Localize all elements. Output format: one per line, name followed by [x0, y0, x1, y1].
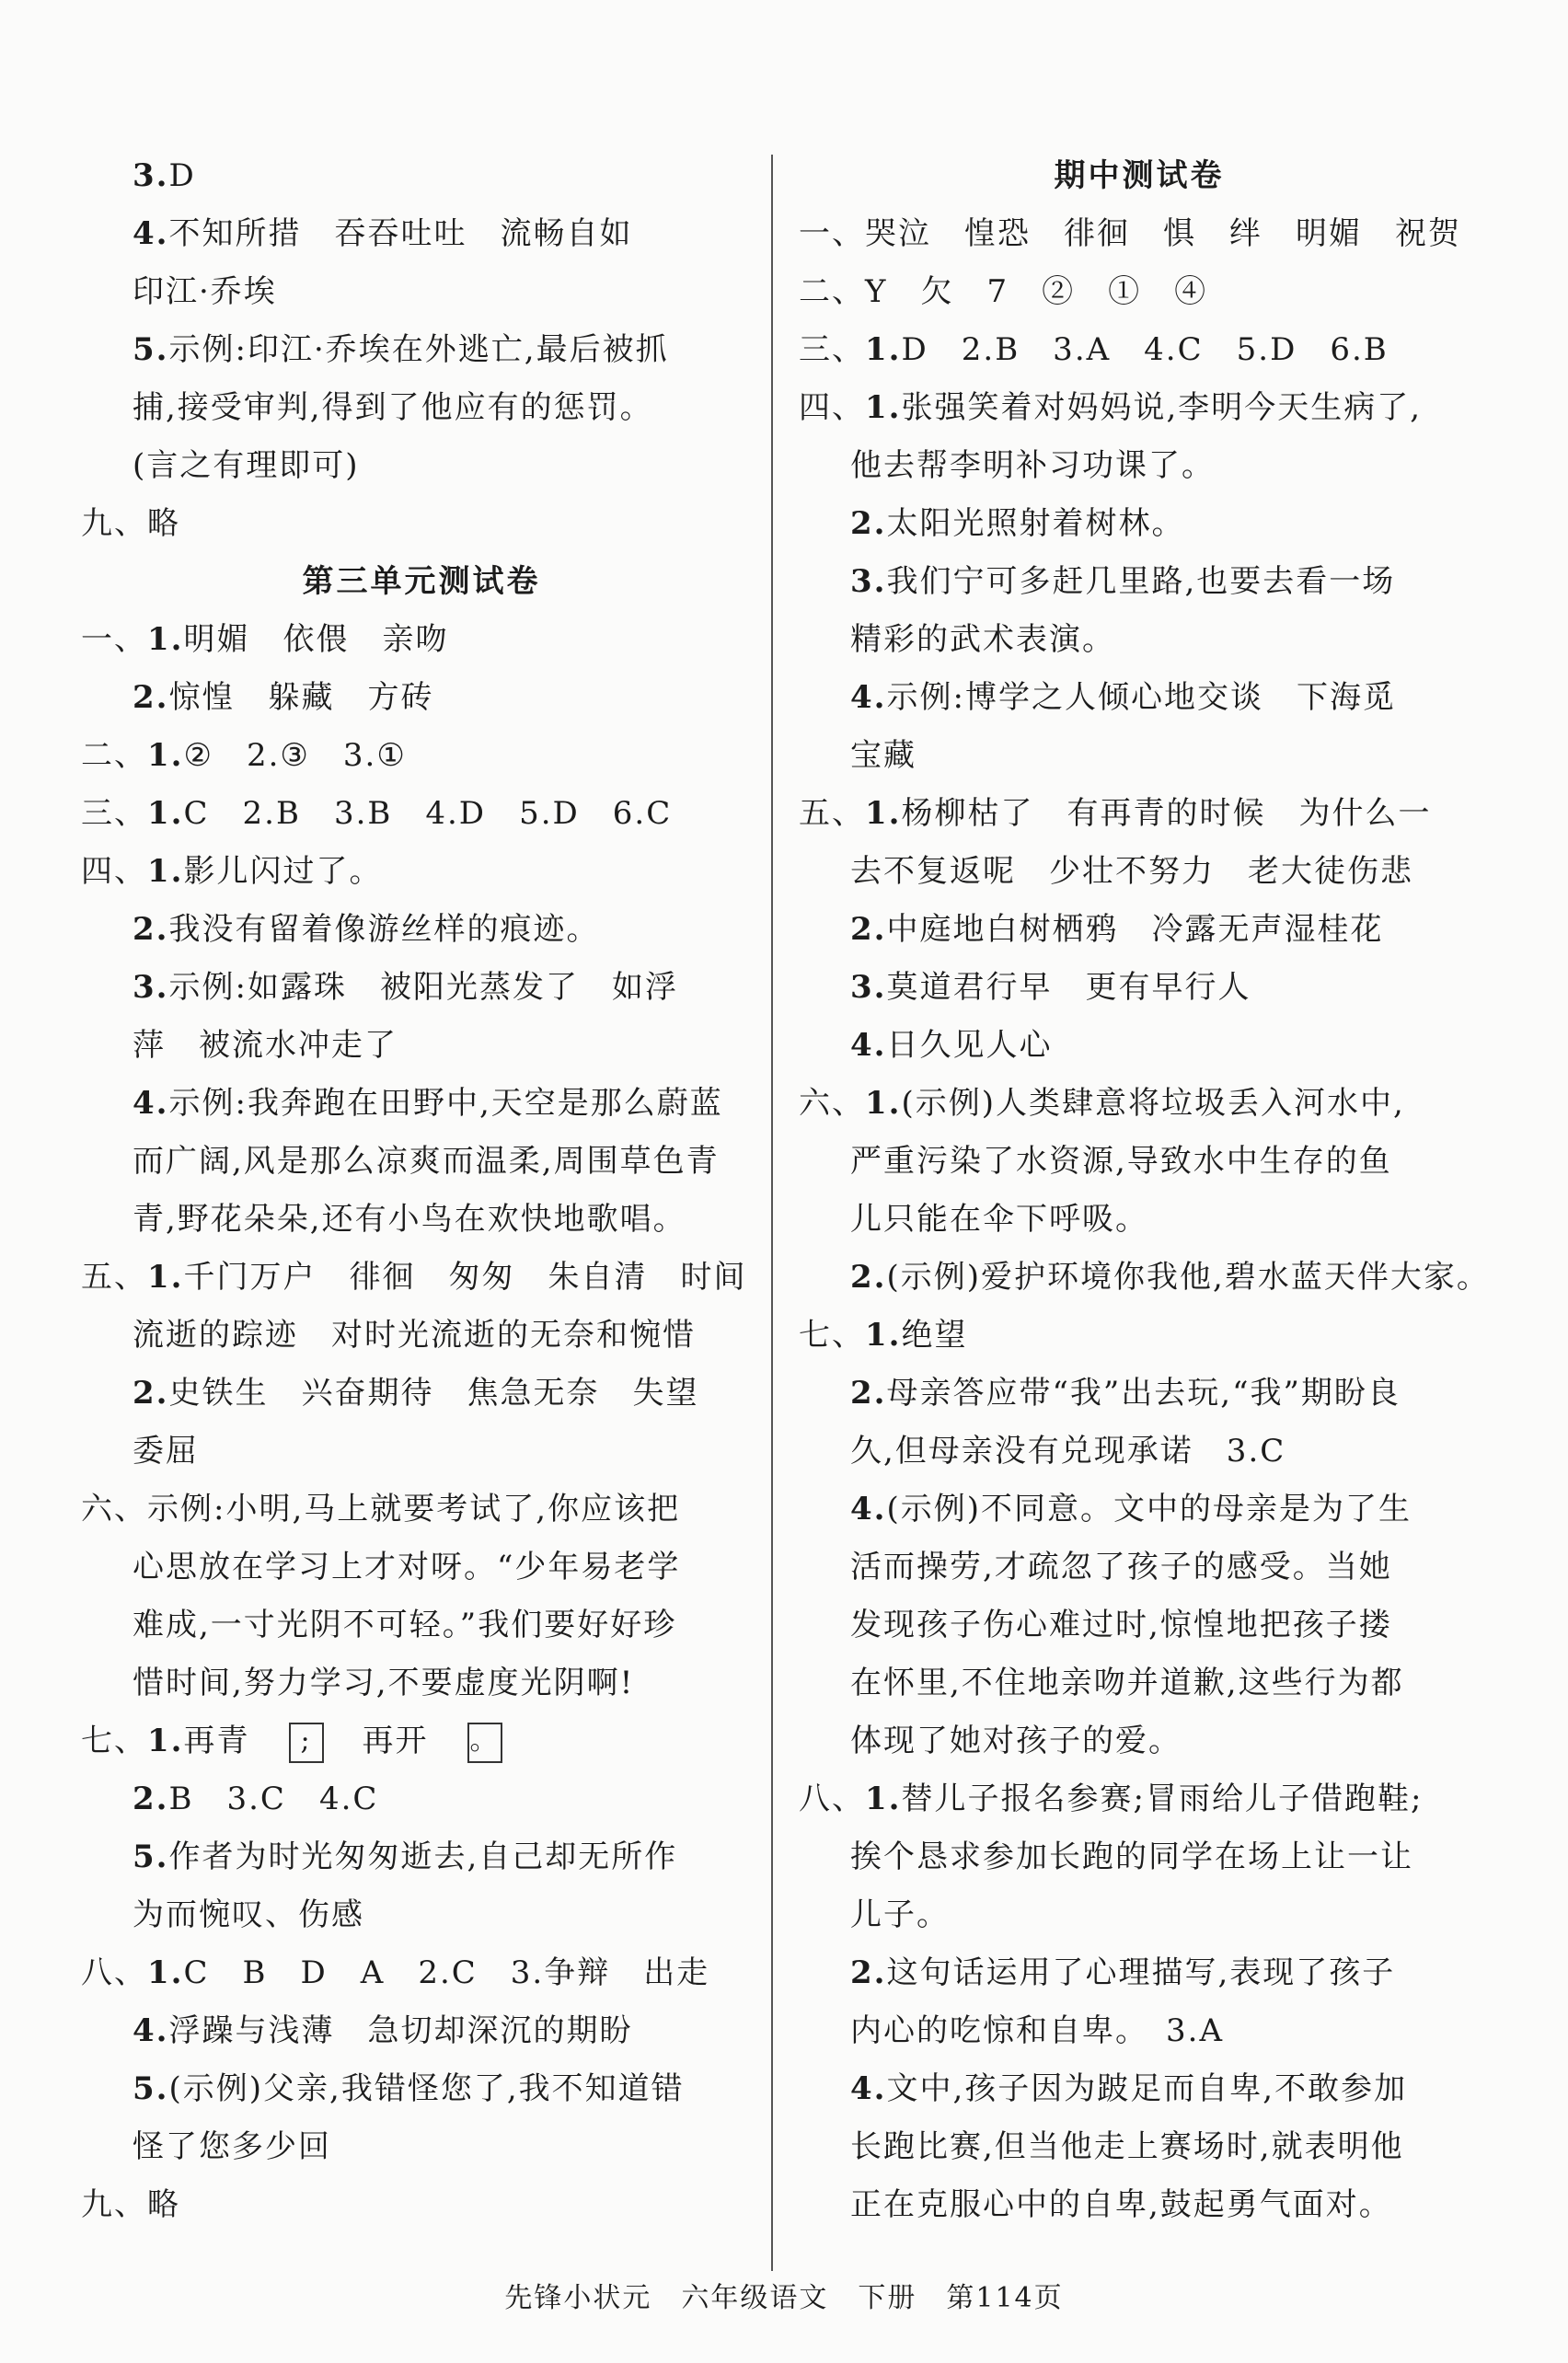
answer-line: [81, 1365, 762, 1423]
answer-text: 这句话运用了心理描写,表现了孩子: [886, 1954, 1396, 1991]
answer-line: [81, 959, 762, 1017]
answer-line: [799, 959, 1480, 1017]
answer-line: [81, 1481, 762, 1539]
answer-line: [799, 2060, 1480, 2118]
answer-line: [799, 843, 1480, 901]
answer-text: 示例:小明,马上就要考试了,你应该把: [147, 1491, 681, 1527]
answer-line: [799, 205, 1480, 263]
answer-text: 示例:博学之人倾心地交谈 下海觅: [886, 679, 1396, 716]
question-prefix: 六、: [799, 1085, 865, 1122]
answer-text: 我们宁可多赶几里路,也要去看一场: [886, 563, 1396, 600]
answer-text: (示例)爱护环境你我他,碧水蓝天伴大家。: [886, 1259, 1490, 1296]
item-number: 4.: [850, 679, 887, 716]
answer-line: [81, 1423, 762, 1481]
answer-text: 在怀里,不住地亲吻并道歉,这些行为都: [850, 1665, 1404, 1701]
answer-text: 流逝的踪迹 对时光流逝的无奈和惋惜: [133, 1317, 696, 1354]
item-number: 1.: [865, 1085, 902, 1122]
answer-text: 再开: [362, 1723, 429, 1759]
answer-text: 长跑比赛,但当他走上赛场时,就表明他: [850, 2128, 1404, 2165]
answer-text: 精彩的武术表演。: [850, 621, 1115, 658]
item-number: 5.: [133, 331, 169, 368]
section-heading: [799, 147, 1480, 205]
answer-text: 儿只能在伞下呼吸。: [850, 1201, 1148, 1238]
answer-line: [81, 2002, 762, 2060]
answer-text: D: [168, 157, 196, 194]
answer-line: [81, 1770, 762, 1828]
answer-line: [81, 669, 762, 727]
answer-text: 而广阔,风是那么凉爽而温柔,周围草色青: [133, 1143, 720, 1180]
answer-line: [799, 1423, 1480, 1481]
item-number: 2.: [133, 1781, 169, 1817]
answer-text: 心思放在学习上才对呀。“少年易老学: [133, 1549, 681, 1585]
answer-text: 他去帮李明补习功课了。: [850, 447, 1215, 484]
answer-text: 去不复返呢 少壮不努力 老大徒伤悲: [850, 853, 1413, 890]
answer-text: 中庭地白树栖鸦 冷露无声湿桂花: [886, 911, 1384, 948]
answer-line: [799, 1712, 1480, 1770]
question-prefix: 七、: [799, 1317, 865, 1354]
answer-text: 明媚 依偎 亲吻: [183, 621, 449, 658]
answer-text: 示例:印江·乔埃在外逃亡,最后被抓: [168, 331, 669, 368]
answer-text: 影儿闪过了。: [183, 853, 383, 890]
question-prefix: 三、: [799, 331, 865, 368]
right-column: [799, 147, 1490, 2234]
answer-line: [81, 1886, 762, 1944]
answer-text: 活而操劳,才疏忽了孩子的感受。当她: [850, 1549, 1392, 1585]
column-divider: [771, 155, 773, 2271]
answer-text: 内心的吃惊和自卑。 3.A: [850, 2012, 1224, 2049]
answer-line: [81, 785, 762, 843]
item-number: 2.: [133, 911, 169, 948]
question-prefix: 四、: [81, 853, 147, 890]
left-column: [81, 147, 762, 2234]
answer-line: [81, 205, 762, 263]
answer-line: [81, 1307, 762, 1365]
answer-text: 替儿子报名参赛;冒雨给儿子借跑鞋;: [901, 1781, 1424, 1817]
question-prefix: 八、: [81, 1954, 147, 1991]
heading-text: 期中测试卷: [1054, 157, 1225, 194]
answer-text: 二、Y 欠 7 ② ① ④: [799, 273, 1208, 310]
answer-text: 史铁生 兴奋期待 焦急无奈 失望: [168, 1375, 699, 1412]
answer-line: [799, 1828, 1480, 1886]
item-number: 1.: [147, 795, 184, 832]
answer-line: [799, 263, 1480, 321]
question-prefix: 六、: [81, 1491, 147, 1527]
answer-text: 九、略: [81, 505, 180, 542]
answer-text: 严重污染了水资源,导致水中生存的鱼: [850, 1143, 1392, 1180]
answer-line: [81, 727, 762, 785]
answer-line: [81, 843, 762, 901]
answer-line: [799, 669, 1480, 727]
answer-line: [81, 379, 762, 437]
answer-text: 九、略: [81, 2186, 180, 2223]
answer-text: 母亲答应带“我”出去玩,“我”期盼良: [886, 1375, 1401, 1412]
answer-line: [799, 1249, 1490, 1307]
answer-line: [81, 1075, 762, 1133]
answer-line: [799, 1654, 1480, 1712]
answer-text: 久,但母亲没有兑现承诺 3.C: [850, 1433, 1286, 1470]
answer-line: [81, 147, 762, 205]
question-prefix: 八、: [799, 1781, 865, 1817]
answer-text: 浮躁与浅薄 急切却深沉的期盼: [168, 2012, 633, 2049]
punctuation-box: 。: [467, 1723, 502, 1763]
answer-line: [81, 1828, 762, 1886]
answer-text: 杨柳枯了 有再青的时候 为什么一: [901, 795, 1432, 832]
item-number: 1.: [865, 1781, 902, 1817]
answer-text: (示例)不同意。文中的母亲是为了生: [886, 1491, 1412, 1527]
answer-text: 示例:我奔跑在田野中,天空是那么蔚蓝: [168, 1085, 723, 1122]
answer-text: (示例)人类肆意将垃圾丢入河水中,: [901, 1085, 1405, 1122]
answer-text: 作者为时光匆匆逝去,自己却无所作: [168, 1839, 678, 1875]
answer-line: [799, 1770, 1480, 1828]
item-number: 4.: [133, 2012, 169, 2049]
item-number: 2.: [133, 679, 169, 716]
answer-text: 惜时间,努力学习,不要虚度光阴啊!: [133, 1665, 635, 1701]
answer-text: 一、哭泣 惶恐 徘徊 惧 绊 明媚 祝贺: [799, 215, 1461, 252]
item-number: 3.: [850, 969, 887, 1006]
item-number: 1.: [865, 389, 902, 426]
item-number: 3.: [850, 563, 887, 600]
answer-line: [81, 1133, 762, 1191]
answer-text: 萍 被流水冲走了: [133, 1027, 398, 1064]
answer-line: [81, 2060, 762, 2118]
answer-line: [799, 2002, 1480, 2060]
answer-line: [799, 727, 1480, 785]
item-number: 1.: [865, 331, 902, 368]
answer-line: [799, 1539, 1480, 1596]
item-number: 4.: [133, 215, 169, 252]
answer-text: 文中,孩子因为跛足而自卑,不敢参加: [886, 2070, 1408, 2107]
answer-line: [81, 437, 762, 495]
answer-text: 莫道君行早 更有早行人: [886, 969, 1251, 1006]
answer-line: [81, 1596, 762, 1654]
answer-line: [799, 379, 1480, 437]
answer-line: [799, 901, 1480, 959]
item-number: 1.: [865, 1317, 902, 1354]
answer-text: 绝望: [901, 1317, 968, 1354]
answer-text: 难成,一寸光阴不可轻。”我们要好好珍: [133, 1607, 677, 1643]
answer-text: 再青: [183, 1723, 250, 1759]
question-prefix: 七、: [81, 1723, 147, 1759]
answer-line: [799, 2118, 1480, 2176]
item-number: 2.: [850, 505, 887, 542]
item-number: 1.: [147, 1259, 184, 1296]
item-number: 4.: [850, 1491, 887, 1527]
item-number: 1.: [147, 621, 184, 658]
answer-line: [799, 495, 1480, 553]
answer-line: [81, 1191, 762, 1249]
answer-line: [799, 1017, 1480, 1075]
answer-line: [81, 1017, 762, 1075]
item-number: 2.: [850, 1259, 887, 1296]
answer-line: [799, 1075, 1480, 1133]
question-prefix: 五、: [81, 1259, 147, 1296]
answer-line: [81, 1249, 762, 1307]
item-number: 3.: [133, 157, 169, 194]
answer-line: [799, 611, 1480, 669]
answer-text: 张强笑着对妈妈说,李明今天生病了,: [901, 389, 1423, 426]
answer-line: [799, 1481, 1480, 1539]
item-number: 4.: [850, 1027, 887, 1064]
question-prefix: 一、: [81, 621, 147, 658]
item-number: 2.: [850, 1375, 887, 1412]
answer-line: [81, 611, 762, 669]
answer-text: (言之有理即可): [133, 447, 360, 484]
answer-line: [81, 901, 762, 959]
answer-text: 为而惋叹、伤感: [133, 1896, 364, 1933]
answer-line: [799, 1944, 1480, 2002]
answer-line: [799, 2176, 1480, 2234]
answer-line: [81, 321, 762, 379]
answer-line: [799, 321, 1480, 379]
answer-line: [799, 1191, 1480, 1249]
item-number: 1.: [147, 853, 184, 890]
answer-text: 日久见人心: [886, 1027, 1053, 1064]
answer-text: 青,野花朵朵,还有小鸟在欢快地歌唱。: [133, 1201, 686, 1238]
answer-line: [799, 553, 1480, 611]
answer-text: 宝藏: [850, 737, 917, 774]
answer-text: 怪了您多少回: [133, 2128, 331, 2165]
answer-line: [799, 785, 1480, 843]
answer-line: [799, 437, 1480, 495]
item-number: 1.: [147, 1954, 184, 1991]
answer-text: B 3.C 4.C: [168, 1781, 379, 1817]
punctuation-box: ;: [289, 1723, 324, 1763]
question-prefix: 四、: [799, 389, 865, 426]
answer-line: [81, 1539, 762, 1596]
answer-text: 印江·乔埃: [133, 273, 277, 310]
answer-text: 千门万户 徘徊 匆匆 朱自清 时间: [183, 1259, 747, 1296]
item-number: 2.: [850, 911, 887, 948]
answer-text: 发现孩子伤心难过时,惊惶地把孩子搂: [850, 1607, 1392, 1643]
item-number: 2.: [133, 1375, 169, 1412]
answer-line: [81, 495, 762, 553]
question-prefix: 五、: [799, 795, 865, 832]
item-number: 2.: [850, 1954, 887, 1991]
answer-text: 我没有留着像游丝样的痕迹。: [168, 911, 600, 948]
question-prefix: 三、: [81, 795, 147, 832]
item-number: 1.: [147, 737, 184, 774]
answer-line: [81, 1654, 762, 1712]
answer-text: 儿子。: [850, 1896, 950, 1933]
answer-line: [81, 1944, 762, 2002]
answer-text: 挨个恳求参加长跑的同学在场上让一让: [850, 1839, 1413, 1875]
question-prefix: 二、: [81, 737, 147, 774]
answer-text: 体现了她对孩子的爱。: [850, 1723, 1182, 1759]
item-number: 4.: [133, 1085, 169, 1122]
answer-text: 正在克服心中的自卑,鼓起勇气面对。: [850, 2186, 1392, 2223]
answer-line: [81, 1712, 762, 1770]
answer-text: C 2.B 3.B 4.D 5.D 6.C: [183, 795, 673, 832]
heading-text: 第三单元测试卷: [302, 563, 541, 600]
answer-text: D 2.B 3.A 4.C 5.D 6.B: [901, 331, 1389, 368]
answer-line: [799, 1133, 1480, 1191]
answer-text: 太阳光照射着树林。: [886, 505, 1185, 542]
item-number: 1.: [865, 795, 902, 832]
answer-line: [799, 1886, 1480, 1944]
answer-text: 捕,接受审判,得到了他应有的惩罚。: [133, 389, 653, 426]
answer-line: [81, 2176, 762, 2234]
item-number: 5.: [133, 1839, 169, 1875]
answer-text: 惊惶 躲藏 方砖: [168, 679, 434, 716]
answer-text: 不知所措 吞吞吐吐 流畅自如: [168, 215, 633, 252]
item-number: 3.: [133, 969, 169, 1006]
page-footer: 先锋小状元 六年级语文 下册 第114页: [504, 2282, 1064, 2314]
answer-text: C B D A 2.C 3.争辩 出走: [183, 1954, 710, 1991]
answer-text: (示例)父亲,我错怪您了,我不知道错: [168, 2070, 685, 2107]
answer-text: 示例:如露珠 被阳光蒸发了 如浮: [168, 969, 678, 1006]
item-number: 5.: [133, 2070, 169, 2107]
answer-line: [799, 1365, 1480, 1423]
answer-line: [799, 1596, 1480, 1654]
section-heading: [81, 553, 762, 611]
answer-line: [81, 263, 762, 321]
answer-line: [81, 2118, 762, 2176]
answer-text: 委屈: [133, 1433, 199, 1470]
answer-text: ② 2.③ 3.①: [183, 737, 407, 774]
answer-line: [799, 1307, 1480, 1365]
item-number: 4.: [850, 2070, 887, 2107]
item-number: 1.: [147, 1723, 184, 1759]
